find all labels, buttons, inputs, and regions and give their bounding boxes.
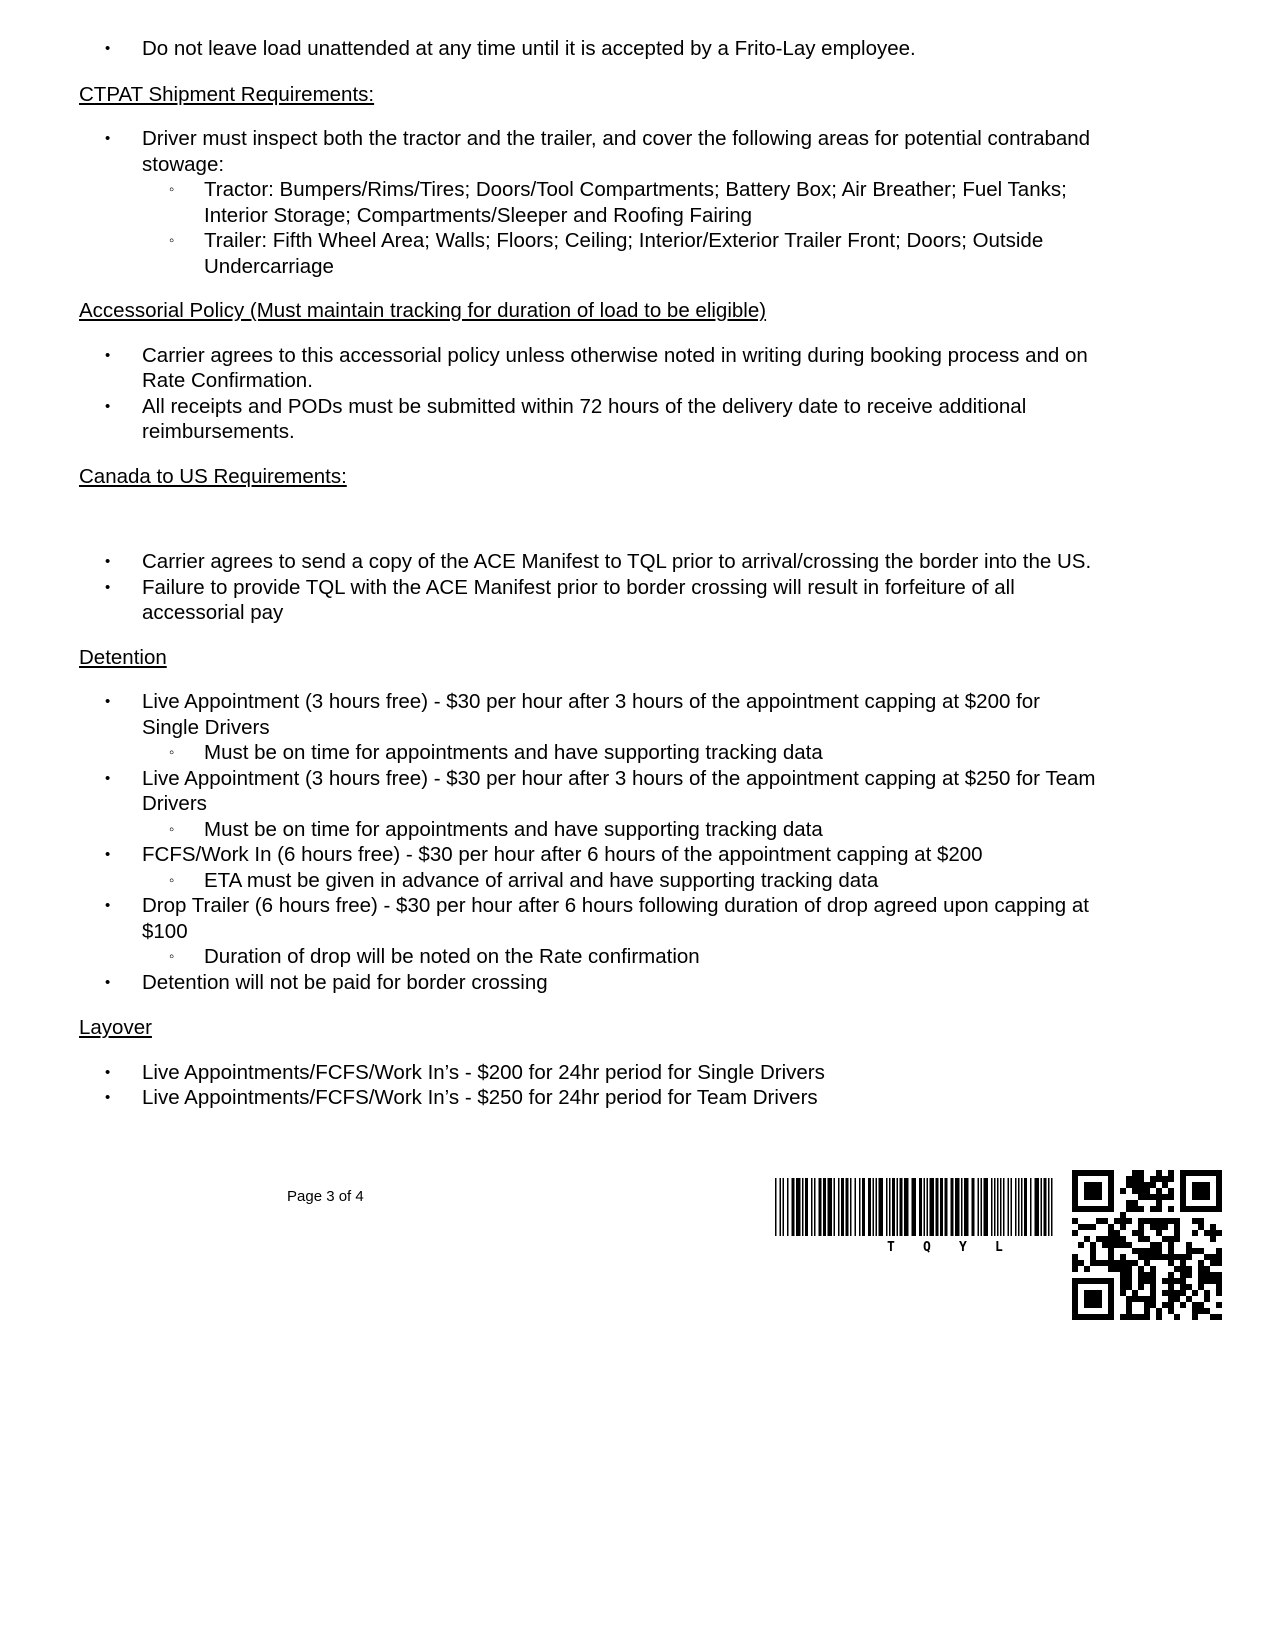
sub-list-item: ◦ Trailer: Fifth Wheel Area; Walls; Floors; Ceiling; Interior/Exterior Trailer Front; Doors; Outside Undercarriage <box>142 228 1099 279</box>
intro-list <box>79 36 1099 62</box>
list-item: • Live Appointments/FCFS/Work In’s - $200 for 24hr period for Single Drivers <box>79 1060 1099 1086</box>
layover-heading: Layover <box>79 1016 152 1039</box>
detention-sublist <box>142 817 1099 843</box>
list-item: • Live Appointments/FCFS/Work In’s - $250 for 24hr period for Team Drivers <box>79 1085 1099 1111</box>
sub-list-item: ◦ Must be on time for appointments and have supporting tracking data <box>142 817 1099 843</box>
list-item: • Failure to provide TQL with the ACE Manifest prior to border crossing will result in forfeiture of all accessorial pay <box>79 575 1099 626</box>
list-item: • Do not leave load unattended at any time until it is accepted by a Frito-Lay employee. <box>79 36 1099 62</box>
list-item <box>79 893 1099 970</box>
canada-heading: Canada to US Requirements: <box>79 464 347 488</box>
list-item <box>79 842 1099 893</box>
ctpat-sublist <box>142 177 1099 279</box>
list-item <box>79 126 1099 279</box>
detention-sublist <box>142 740 1099 766</box>
ctpat-heading: CTPAT Shipment Requirements: <box>79 82 375 106</box>
canada-list <box>79 549 1099 626</box>
detention-item-text: Drop Trailer (6 hours free) - $30 per hour after 6 hours following duration of drop agreed upon capping at $100 <box>142 894 1089 943</box>
qr-code-icon <box>1072 1170 1222 1320</box>
barcode-icon <box>775 1178 1057 1238</box>
sub-list-item: ◦ Must be on time for appointments and have supporting tracking data <box>142 740 1099 766</box>
barcode-char: T <box>887 1240 895 1255</box>
list-item: • Carrier agrees to this accessorial policy unless otherwise noted in writing during booking process and on Rate Confirmation. <box>79 343 1099 394</box>
sub-list-item: ◦ Duration of drop will be noted on the Rate confirmation <box>142 944 1099 970</box>
list-item <box>79 689 1099 766</box>
barcode-char: Y <box>959 1240 967 1255</box>
list-item: • Carrier agrees to send a copy of the ACE Manifest to TQL prior to arrival/crossing the border into the US. <box>79 549 1099 575</box>
detention-item-text: FCFS/Work In (6 hours free) - $30 per hour after 6 hours of the appointment capping at $200 <box>142 843 983 866</box>
layover-list <box>79 1060 1099 1111</box>
sub-list-item: ◦ ETA must be given in advance of arrival and have supporting tracking data <box>142 868 1099 894</box>
detention-item-text: Live Appointment (3 hours free) - $30 per hour after 3 hours of the appointment capping at $200 for Single Drivers <box>142 690 1041 739</box>
page-number: Page 3 of 4 <box>287 1188 364 1205</box>
document-body <box>79 36 1099 1111</box>
accessorial-heading: Accessorial Policy (Must maintain tracking for duration of load to be eligible) <box>79 299 767 322</box>
detention-heading: Detention <box>79 645 167 669</box>
detention-item-text: Live Appointment (3 hours free) - $30 per hour after 3 hours of the appointment capping at $250 for Team Drivers <box>142 766 1096 815</box>
list-item: • All receipts and PODs must be submitted within 72 hours of the delivery date to receive additional reimbursements. <box>79 394 1099 445</box>
detention-sublist <box>142 868 1099 894</box>
barcode-char: L <box>995 1240 1003 1255</box>
sub-list-item: ◦ Tractor: Bumpers/Rims/Tires; Doors/Tool Compartments; Battery Box; Air Breather; Fuel Tanks; Interior Storage; Compartments/Sleeper and Roofing Fairing <box>142 177 1099 228</box>
list-item <box>79 766 1099 843</box>
list-item: • Detention will not be paid for border crossing <box>79 970 1099 996</box>
accessorial-list <box>79 343 1099 445</box>
ctpat-list <box>79 126 1099 279</box>
ctpat-bullet-text: Driver must inspect both the tractor and the trailer, and cover the following areas for potential contraband stowage: <box>142 127 1091 176</box>
barcode-char: Q <box>923 1240 931 1255</box>
detention-sublist <box>142 944 1099 970</box>
detention-list <box>79 689 1099 995</box>
